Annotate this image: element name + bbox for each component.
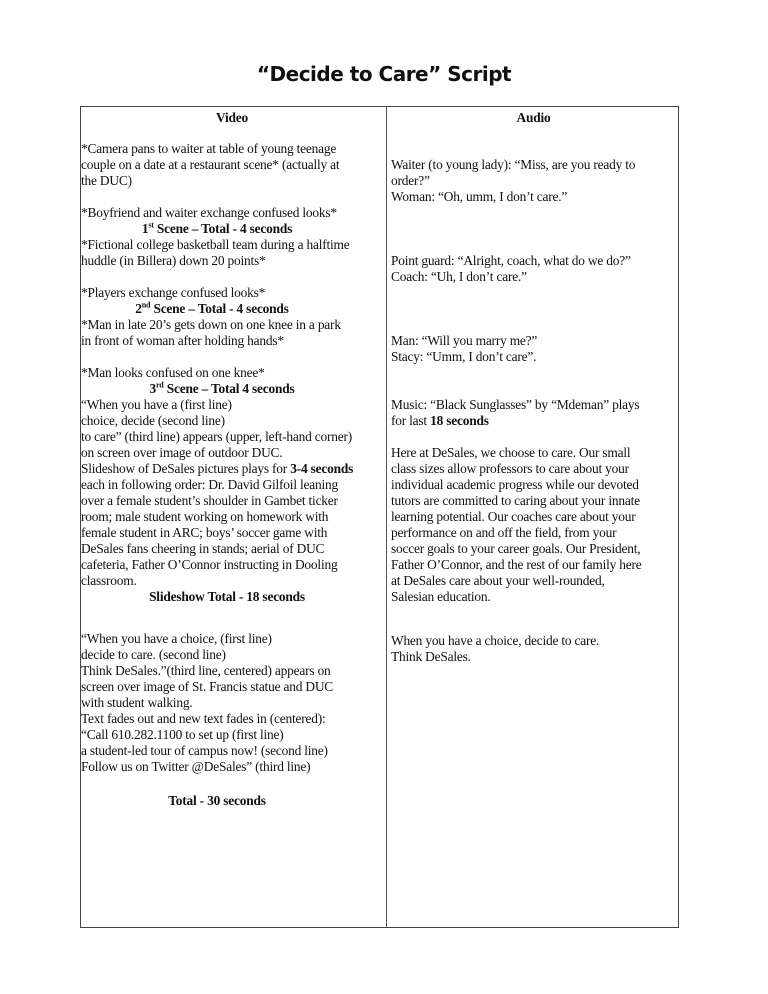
text-line: performance on and off the field, from your — [391, 525, 617, 540]
slideshow-total: Slideshow Total - 18 seconds — [149, 589, 305, 604]
text-line: Woman: “Oh, umm, I don’t care.” — [391, 189, 568, 204]
video-block — [81, 631, 383, 775]
video-block — [81, 477, 383, 589]
video-block — [81, 397, 383, 461]
text-line: Think DeSales. — [391, 649, 471, 664]
music-duration: 18 seconds — [430, 413, 489, 428]
script-table — [80, 106, 679, 928]
text-line: tutors are committed to caring about your innate — [391, 493, 640, 508]
text-line: DeSales fans cheering in stands; aerial of DUC — [81, 541, 325, 556]
audio-block — [391, 333, 676, 365]
video-block — [81, 365, 383, 381]
scene-num: 2 — [135, 301, 142, 316]
text-line: Coach: “Uh, I don’t care.” — [391, 269, 527, 284]
music-line: Music: “Black Sunglasses” by “Mdeman” plays — [391, 397, 640, 412]
text-line: female student in ARC; boys’ soccer game with — [81, 525, 328, 540]
slideshow-line — [81, 461, 383, 477]
text-line: *Camera pans to waiter at table of young teenage — [81, 141, 337, 156]
audio-block — [391, 445, 676, 605]
text-line: Stacy: “Umm, I don’t care”. — [391, 349, 537, 364]
video-block — [81, 141, 383, 189]
scene-text: Scene – Total - 4 seconds — [150, 301, 289, 316]
scene-text: Scene – Total 4 seconds — [163, 381, 295, 396]
text-line: to care” (third line) appears (upper, left-hand corner) — [81, 429, 353, 444]
video-block — [81, 317, 383, 349]
text-line: *Boyfriend and waiter exchange confused looks* — [81, 205, 337, 220]
slideshow-text: Slideshow of DeSales pictures plays for — [81, 461, 291, 476]
music-block — [391, 397, 676, 429]
audio-header: Audio — [516, 110, 551, 125]
audio-block — [391, 157, 676, 205]
text-line: soccer goals to your career goals. Our President, — [391, 541, 641, 556]
scene-sup: rd — [155, 380, 164, 390]
scene-2-total — [81, 301, 383, 317]
column-divider — [386, 107, 387, 927]
text-line: Waiter (to young lady): “Miss, are you ready to — [391, 157, 636, 172]
text-line: decide to care. (second line) — [81, 647, 226, 662]
video-block — [81, 285, 383, 301]
scene-sup: st — [148, 220, 154, 230]
text-line: each in following order: Dr. David Gilfoil leaning — [81, 477, 339, 492]
music-line-2: for last — [391, 413, 431, 428]
scene-3-total — [81, 381, 383, 397]
text-line: class sizes allow professors to care about your — [391, 461, 629, 476]
text-line: classroom. — [81, 573, 137, 588]
video-block — [81, 205, 383, 221]
scene-sup: nd — [141, 300, 151, 310]
text-line: couple on a date at a restaurant scene* (actually at — [81, 157, 340, 172]
text-line: screen over image of St. Francis statue and DUC — [81, 679, 334, 694]
text-line: choice, decide (second line) — [81, 413, 225, 428]
text-line: Follow us on Twitter @DeSales” (third line) — [81, 759, 311, 774]
video-header: Video — [216, 110, 248, 125]
grand-total: Total - 30 seconds — [168, 793, 266, 808]
text-line: Man: “Will you marry me?” — [391, 333, 538, 348]
text-line: Think DeSales.”(third line, centered) appears on — [81, 663, 331, 678]
text-line: learning potential. Our coaches care about your — [391, 509, 636, 524]
video-block — [81, 237, 383, 269]
text-line: on screen over image of outdoor DUC. — [81, 445, 283, 460]
document-title: “Decide to Care” Script — [256, 62, 512, 86]
text-line: “Call 610.282.1100 to set up (first line) — [81, 727, 284, 742]
text-line: at DeSales care about your well-rounded, — [391, 573, 605, 588]
text-line: huddle (in Billera) down 20 points* — [81, 253, 266, 268]
text-line: cafeteria, Father O’Connor instructing in Dooling — [81, 557, 338, 572]
scene-1-total — [81, 221, 383, 237]
text-line: the DUC) — [81, 173, 132, 188]
text-line: order?” — [391, 173, 430, 188]
text-line: *Players exchange confused looks* — [81, 285, 266, 300]
audio-block — [391, 253, 676, 285]
text-line: *Man in late 20’s gets down on one knee in a park — [81, 317, 341, 332]
scene-num: 3 — [149, 381, 156, 396]
text-line: over a female student’s shoulder in Gambet ticker — [81, 493, 338, 508]
scene-text: Scene – Total - 4 seconds — [153, 221, 293, 236]
text-line: *Fictional college basketball team during a halftime — [81, 237, 350, 252]
text-line: Point guard: “Alright, coach, what do we do?” — [391, 253, 631, 268]
text-line: “When you have a (first line) — [81, 397, 232, 412]
text-line: Text fades out and new text fades in (centered): — [81, 711, 326, 726]
audio-block — [391, 633, 676, 665]
text-line: a student-led tour of campus now! (second line) — [81, 743, 328, 758]
text-line: Salesian education. — [391, 589, 491, 604]
text-line: When you have a choice, decide to care. — [391, 633, 600, 648]
text-line: Here at DeSales, we choose to care. Our small — [391, 445, 631, 460]
text-line: Father O’Connor, and the rest of our family here — [391, 557, 642, 572]
text-line: in front of woman after holding hands* — [81, 333, 284, 348]
scene-num: 1 — [141, 221, 149, 236]
text-line: room; male student working on homework with — [81, 509, 329, 524]
text-line: with student walking. — [81, 695, 193, 710]
text-line: “When you have a choice, (first line) — [81, 631, 272, 646]
slideshow-duration: 3-4 seconds — [290, 461, 354, 476]
text-line: *Man looks confused on one knee* — [81, 365, 265, 380]
text-line: individual academic progress while our devoted — [391, 477, 639, 492]
